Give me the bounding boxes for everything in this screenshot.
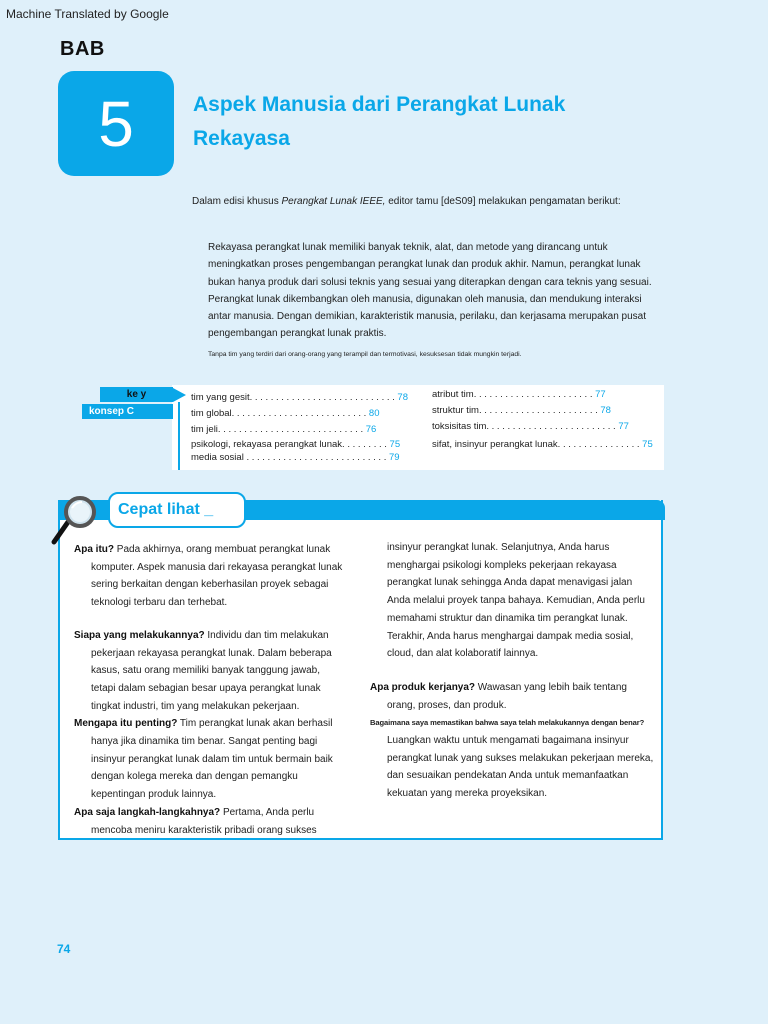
answer-line: cloud, dan alat kolaboratif lainnya. [387, 648, 539, 660]
answer-line: dan sesuaikan pendekatan Anda untuk memanfaatkan [387, 770, 629, 782]
key-concepts-right-column [432, 387, 653, 452]
question-what: Apa itu? [74, 544, 114, 555]
quote-block [208, 239, 658, 343]
quote-line: Perangkat lunak dikembangkan oleh manusia, digunakan oleh manusia, dan mendukung interaksi [208, 293, 642, 305]
answer-line: hanya jika dinamika tim benar. Sangat penting bagi [91, 736, 318, 748]
key-concept-page: 75 [389, 439, 401, 451]
answer-line: menghargai psikologi kompleks pekerjaan rekayasa [387, 559, 617, 571]
answer-line: memahami struktur dan dinamika tim perangkat lunak. [387, 612, 628, 624]
arrow-right-icon [173, 388, 187, 402]
answer-line [74, 541, 374, 559]
answer-line: dengan kolega mereka dan dengan pemangku [91, 771, 298, 783]
answer-line [370, 679, 670, 697]
key-concept-page: 77 [595, 389, 606, 400]
quick-look-left-column [74, 541, 374, 839]
key-concept-term: struktur tim. . . . . . . . . . . . . . . . . . . . . . . [432, 404, 598, 416]
intro-paragraph [192, 196, 621, 207]
question-who: Siapa yang melakukannya? [74, 629, 205, 641]
answer-line: tetapi dalam sebagian besar upaya perangkat lunak [91, 682, 321, 694]
key-concepts-label-2: konsep C [82, 404, 173, 419]
key-concept-term: toksisitas tim. . . . . . . . . . . . . . . . . . . . . . . . . [432, 420, 619, 432]
answer-steps: Pertama, Anda perlu [220, 806, 315, 818]
answer-line: insinyur perangkat lunak. Selanjutnya, Anda harus [387, 542, 610, 553]
answer-line [74, 804, 374, 822]
key-concept-page: 77 [618, 420, 629, 432]
quote-note: Tanpa tim yang terdiri dari orang-orang yang terampil dan termotivasi, kesuksesan tidak mungkin terjadi. [208, 351, 522, 358]
question-ensure: Bagaimana saya memastikan bahwa saya telah melakukannya dengan benar? [370, 718, 645, 728]
key-concept-entry [432, 403, 653, 419]
page-number: 74 [57, 942, 71, 956]
key-concept-term: media sosial . . . . . . . . . . . . . . . . . . . . . . . . . . . [191, 452, 387, 464]
magnifier-icon [50, 494, 100, 548]
answer-line: kekuatan yang mereka proyeksikan. [387, 788, 548, 800]
quote-line: meningkatkan proses pengembangan perangkat lunak dan produk akhir. Namun, perangkat lunak [208, 259, 641, 271]
key-concept-page: 79 [388, 452, 400, 464]
answer-product: Wawasan yang lebih baik tentang [475, 681, 627, 693]
answer-line: pekerjaan rekayasa perangkat lunak. Dalam beberapa [91, 647, 332, 659]
answer-line: teknologi terbaru dan terhebat. [91, 597, 228, 609]
answer-who: Individu dan tim melakukan [204, 629, 329, 641]
answer-line: sering berkaitan dengan keberhasilan proyek sebagai [91, 579, 329, 591]
key-concept-term: atribut tim. . . . . . . . . . . . . . . . . . . . . . . [432, 389, 596, 400]
answer-line: insinyur perangkat lunak dalam tim untuk bermain baik [91, 753, 333, 765]
answer-line: tingkat industri, tim yang melakukan pekerjaan. [91, 700, 300, 712]
key-concept-page: 80 [368, 407, 380, 419]
chapter-label: BAB [60, 38, 105, 60]
answer-line: mencoba meniru karakteristik pribadi orang sukses [91, 824, 317, 836]
quick-look-title: Cepat lihat _ [108, 492, 246, 528]
answer-line [74, 715, 374, 733]
answer-line [74, 627, 374, 645]
key-concepts-divider [178, 402, 180, 470]
key-concepts-label-1: ke y [100, 387, 173, 402]
answer-line: komputer. Aspek manusia dari rekayasa perangkat lunak [91, 561, 343, 573]
answer-line: kepentingan produk lainnya. [91, 789, 217, 801]
quote-line: Rekayasa perangkat lunak memiliki banyak teknik, alat, dan metode yang dirancang untuk [208, 242, 608, 253]
key-concept-term: tim yang gesit. . . . . . . . . . . . . . . . . . . . . . . . . . . . [191, 392, 395, 403]
key-concept-term: sifat, insinyur perangkat lunak. . . . . . . . . . . . . . . . [432, 438, 640, 450]
chapter-number: 5 [98, 87, 134, 160]
key-concept-page: 78 [397, 392, 408, 403]
question-why: Mengapa itu penting? [74, 718, 178, 730]
quote-line: bukan hanya produk dari solusi teknis yang sesuai yang diterapkan dengan cara teknis yang sesuai. [208, 276, 652, 288]
answer-what: Pada akhirnya, orang membuat perangkat lunak [114, 544, 331, 555]
key-concept-entry [191, 437, 408, 450]
answer-line: Anda melalui proyek tanpa bahaya. Kemudian, Anda perlu [387, 595, 645, 607]
intro-before: Dalam edisi khusus [192, 196, 282, 207]
key-concept-entry [432, 387, 653, 403]
key-concept-entry [191, 450, 408, 466]
question-product: Apa produk kerjanya? [370, 681, 476, 693]
key-concept-entry [191, 406, 408, 422]
quick-look-right-column [370, 539, 670, 803]
machine-translated-banner: Machine Translated by Google [6, 7, 169, 21]
key-concept-entry [191, 422, 408, 438]
answer-line: Terakhir, Anda harus menghargai dampak media sosial, [387, 630, 634, 642]
answer-why: Tim perangkat lunak akan berhasil [177, 718, 333, 730]
key-concepts-left-column [191, 390, 408, 466]
answer-line: kasus, satu orang memiliki banyak tanggung jawab, [91, 665, 321, 677]
question-steps: Apa saja langkah-langkahnya? [74, 806, 221, 818]
answer-line: orang, proses, dan produk. [387, 699, 507, 711]
chapter-title-line-1: Aspek Manusia dari Perangkat Lunak [193, 93, 566, 116]
chapter-title [193, 88, 613, 156]
intro-italic: Perangkat Lunak IEEE, [281, 196, 386, 207]
chapter-number-box [58, 71, 174, 176]
chapter-title-line-2: Rekayasa [193, 127, 290, 150]
key-concept-entry [432, 419, 653, 437]
answer-line: perangkat lunak yang sukses melakukan pekerjaan mereka, [387, 752, 654, 764]
quote-line: pengembangan perangkat lunak praktis. [208, 328, 387, 340]
answer-line: perangkat lunak sehingga Anda dapat menavigasi jalan [387, 577, 633, 589]
intro-after: editor tamu [deS09] melakukan pengamatan berikut: [385, 196, 621, 207]
key-concept-term: tim global. . . . . . . . . . . . . . . . . . . . . . . . . . [191, 407, 367, 419]
key-concept-page: 76 [365, 423, 377, 435]
key-concept-entry [191, 390, 408, 406]
key-concept-page: 78 [600, 404, 611, 416]
key-concept-term: psikologi, rekayasa perangkat lunak. . . . . . . . . [191, 439, 387, 451]
quote-line: antar manusia. Dengan demikian, karakteristik manusia, perilaku, dan kerjasama merupakan pusat [208, 311, 647, 323]
key-concept-entry [432, 437, 653, 453]
key-concept-term: tim jeli. . . . . . . . . . . . . . . . . . . . . . . . . . . . [191, 423, 364, 435]
key-concept-page: 75 [642, 438, 653, 450]
answer-line: Luangkan waktu untuk mengamati bagaimana insinyur [387, 735, 629, 747]
